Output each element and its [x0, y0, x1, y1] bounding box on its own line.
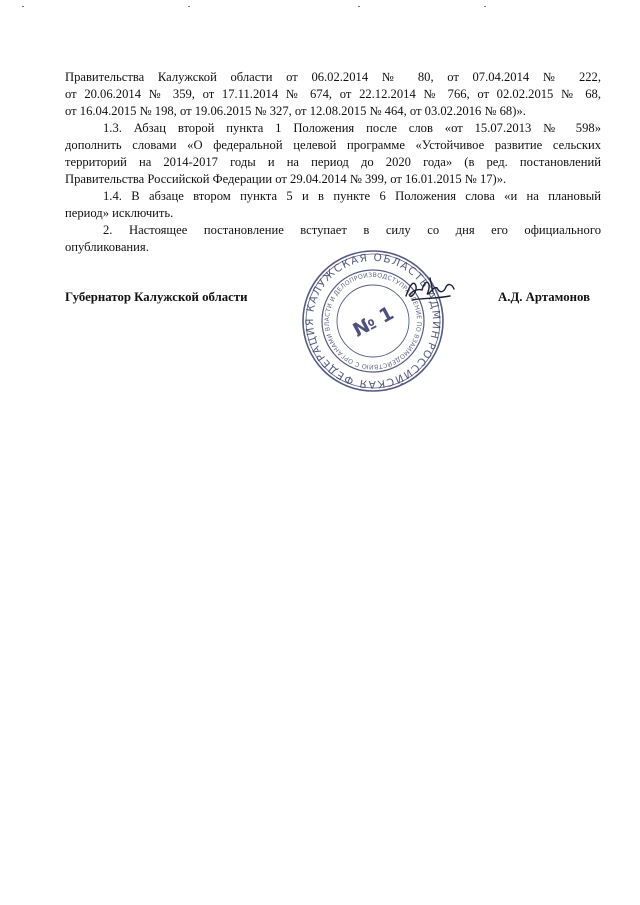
scan-artifact [358, 6, 360, 7]
text-line: Правительства Калужской области от 06.02.2014 № 80, от 07.04.2014 № 222, [65, 70, 601, 84]
text-line: от 20.06.2014 № 359, от 17.11.2014 № 674, от 22.12.2014 № 766, от 02.02.2015 № 68, [65, 87, 601, 101]
paragraph-1-3 [65, 120, 601, 188]
scan-artifact [484, 6, 486, 7]
text-line: 1.4. В абзаце втором пункта 5 и в пункте 6 Положения слова «и на плановый [103, 189, 601, 203]
text-line: от 16.04.2015 № 198, от 19.06.2015 № 327, от 12.08.2015 № 464, от 03.02.2016 № 68)». [65, 104, 526, 118]
paragraph-continuation [65, 69, 601, 120]
text-line: опубликования. [65, 240, 149, 254]
text-line: период» исключить. [65, 206, 174, 220]
text-line: 2. Настоящее постановление вступает в силу со дня его официального [103, 223, 601, 237]
seal-center-text: № 1 [349, 302, 398, 342]
text-line: Правительства Российской Федерации от 29.04.2014 № 399, от 16.01.2015 № 17)». [65, 172, 507, 186]
text-line: территорий на 2014-2017 годы и на период до 2020 года» (в ред. постановлений [65, 155, 601, 169]
text-line: 1.3. Абзац второй пункта 1 Положения после слов «от 15.07.2013 № 598» [103, 121, 601, 135]
paragraph-1-4 [65, 188, 601, 222]
document-body [65, 69, 601, 256]
signatory-name: А.Д. Артамонов [498, 290, 590, 304]
signatory-position: Губернатор Калужской области [65, 290, 248, 304]
scan-artifact [22, 6, 24, 7]
seal-inner-text: УПРАВЛЕНИЕ ПО ВЗАИМОДЕЙСТВИЮ С ОРГАНАМИ ВЛАСТИ И ДЕЛОПРОИЗВОДСТВУ [323, 271, 423, 371]
text-line: дополнить словами «О федеральной целевой программе «Устойчивое развитие сельских [65, 138, 601, 152]
scan-artifact [188, 6, 190, 7]
seal-outer-text: РОССИЙСКАЯ ФЕДЕРАЦИЯ КАЛУЖСКАЯ ОБЛАСТЬ АДМИНИСТРАЦИЯ [303, 251, 443, 391]
official-seal [300, 248, 446, 394]
handwritten-signature [400, 272, 460, 312]
